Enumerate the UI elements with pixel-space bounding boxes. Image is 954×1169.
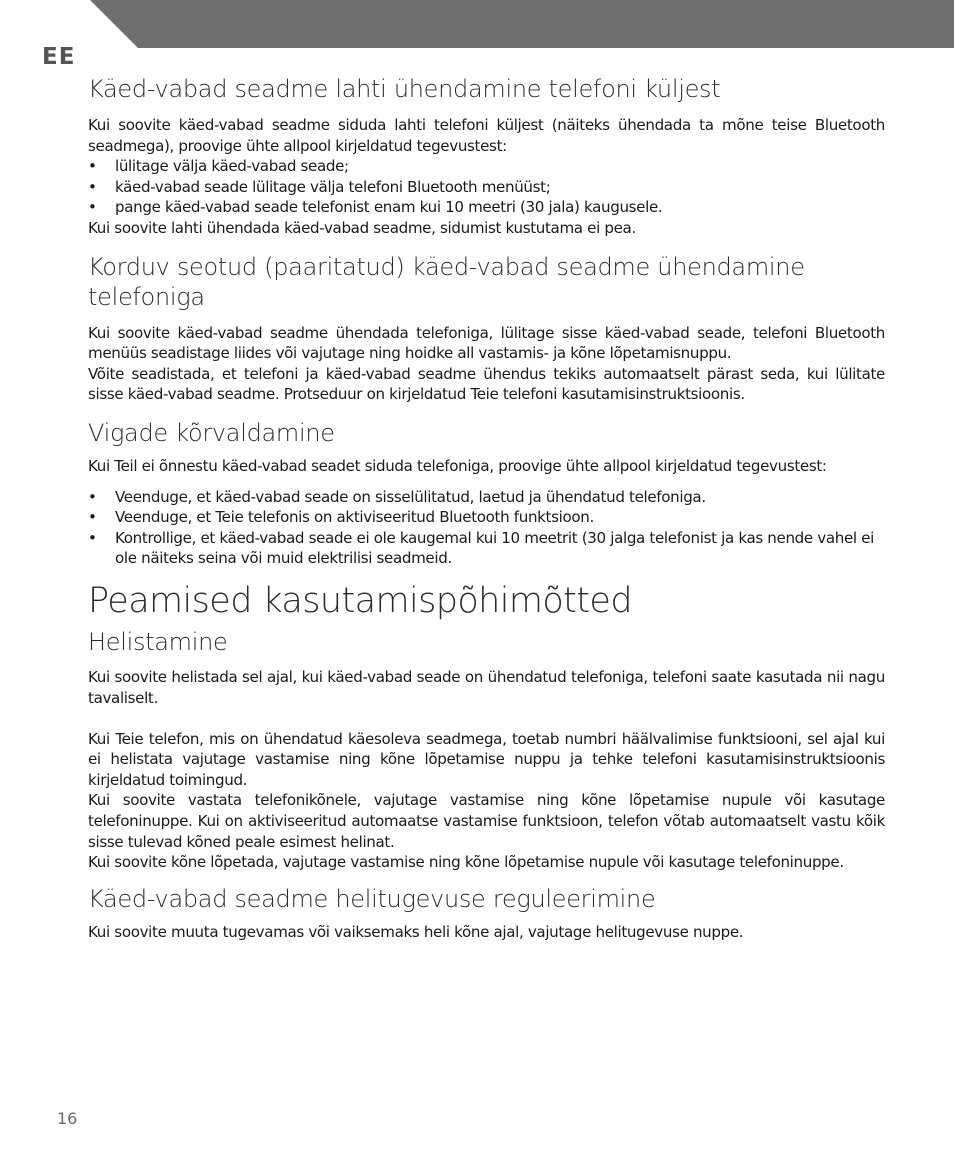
section-heading-disconnect: Käed-vabad seadme lahti ühendamine telefoni küljest [88,75,721,103]
list-item: • Kontrollige, et käed-vabad seade ei ole kaugemal kui 10 meetrit (30 jalga telefonist ja kas nende vahel ei ole näiteks seina või muid elektrilisi seadmeid. [88,528,874,568]
section-heading-calling: Helistamine [88,627,228,656]
section-heading-volume: Käed-vabad seadme helitugevuse reguleerimine [88,884,656,913]
main-title: Peamised kasutamispõhimõtted [88,580,632,621]
header-bar [0,0,954,48]
section-heading-troubleshooting: Vigade kõrvaldamine [88,418,335,447]
page-content [88,74,885,942]
list-item: • Veenduge, et käed-vabad seade on sisselülitatud, laetud ja ühendatud telefoniga. [88,487,706,506]
section-heading-reconnect: Korduv seotud (paaritatud) käed-vabad seadme ühendamine telefoniga [88,252,805,311]
bullet-dot: • [88,177,97,196]
section-intro: Kui Teil ei õnnestu käed-vabad seadet siduda telefoniga, proovige ühte allpool kirjeldatud tegevustest: [88,456,827,475]
bullet-dot: • [88,508,97,527]
bullet-list [88,487,885,569]
list-item: • Veenduge, et Teie telefonis on aktiviseeritud Bluetooth funktsioon. [88,508,594,527]
section-paragraph: Kui soovite kõne lõpetada, vajutage vastamise ning kõne lõpetamise nupule või kasutage telefoninuppe. [88,853,844,872]
list-item: • lülitage välja käed-vabad seade; [88,157,349,176]
language-code: EE [42,44,76,70]
section-outro: Kui soovite lahti ühendada käed-vabad seadme, sidumist kustutama ei pea. [88,218,636,237]
bullet-dot: • [88,528,97,547]
section-paragraph: Võite seadistada, et telefoni ja käed-vabad seadme ühendus tekiks automaatselt pärast seda, kui lülitate sisse käed-vabad seadme. Protseduur on kirjeldatud Teie telefoni kasutamisinstruktsioonis. [88,364,885,404]
header-bar-shape [0,0,954,48]
section-paragraph: Kui Teie telefon, mis on ühendatud käesoleva seadmega, toetab numbri häälvalimise funktsiooni, sel ajal kui ei helistata vajutage vastamise ning kõne lõpetamise nuppu ja tehke telefoni kasutamisinstruktsioonis kirjeldatud toimingud. [88,729,885,789]
section-intro: Kui soovite käed-vabad seadme siduda lahti telefoni küljest (näiteks ühendada ta mõne teise Bluetooth seadmega), proovige ühte allpool kirjeldatud tegevustest: [88,116,885,155]
list-item: • pange käed-vabad seade telefonist enam kui 10 meetri (30 jala) kaugusele. [88,198,663,217]
section-paragraph: Kui soovite vastata telefonikõnele, vajutage vastamise ning kõne lõpetamise nupule või kasutage telefoninuppe. Kui on aktiviseeritud automaatse vastamise funktsioon, telefon võtab automaatselt vastu kõik sisse tulevad kõned peale esimest helinat. [88,791,885,851]
bullet-dot: • [88,198,97,217]
section-paragraph: Kui soovite muuta tugevamas või vaiksemaks heli kõne ajal, vajutage helitugevuse nuppe. [88,922,744,941]
section-paragraph: Kui soovite käed-vabad seadme ühendada telefoniga, lülitage sisse käed-vabad seade, telefoni Bluetooth menüüs seadistage liides või vajutage ning hoidke all vastamis- ja kõne lõpetamisnuppu. [88,323,885,363]
bullet-dot: • [88,157,97,176]
section-paragraph: Kui soovite helistada sel ajal, kui käed-vabad seade on ühendatud telefoniga, telefoni saate kasutada nii nagu tavaliselt. [88,667,885,707]
list-item: • käed-vabad seade lülitage välja telefoni Bluetooth menüüst; [88,177,551,196]
page-number: 16 [57,1109,78,1128]
bullet-list [88,156,885,218]
bullet-dot: • [88,487,97,506]
